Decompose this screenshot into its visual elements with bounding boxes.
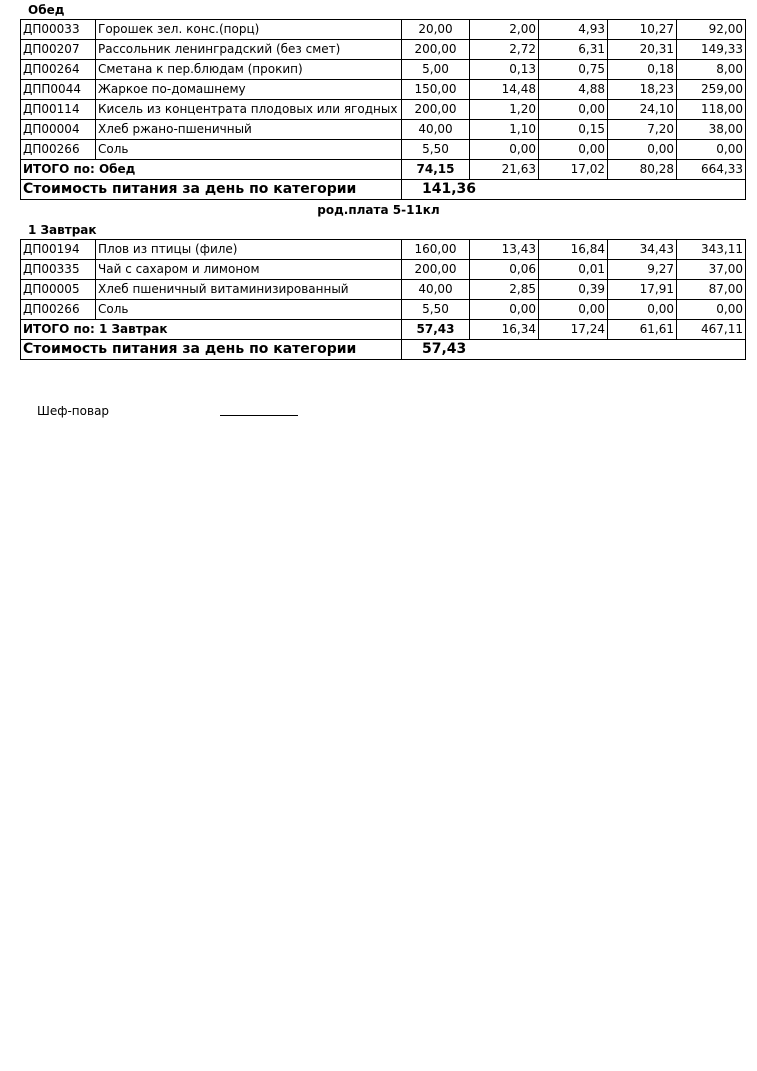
item-fats: 0,75: [539, 60, 608, 80]
total-proteins: 16,34: [470, 320, 539, 340]
item-carbs: 0,00: [608, 300, 677, 320]
item-fats: 16,84: [539, 240, 608, 260]
item-weight: 160,00: [402, 240, 470, 260]
table-row: [21, 240, 746, 260]
item-proteins: 1,20: [470, 100, 539, 120]
item-name: Чай с сахаром и лимоном: [96, 260, 402, 280]
item-proteins: 1,10: [470, 120, 539, 140]
total-label: ИТОГО по: Обед: [21, 160, 402, 180]
cost-value: 57,43: [402, 340, 470, 360]
total-fats: 17,24: [539, 320, 608, 340]
item-proteins: 2,85: [470, 280, 539, 300]
item-carbs: 0,18: [608, 60, 677, 80]
total-calories: 467,11: [677, 320, 746, 340]
item-carbs: 7,20: [608, 120, 677, 140]
item-fats: 0,39: [539, 280, 608, 300]
item-code: ДП00114: [21, 100, 96, 120]
item-fats: 0,01: [539, 260, 608, 280]
table-row: [21, 300, 746, 320]
item-code: ДП00266: [21, 300, 96, 320]
item-proteins: 0,00: [470, 140, 539, 160]
item-fats: 4,88: [539, 80, 608, 100]
item-fats: 6,31: [539, 40, 608, 60]
item-name: Горошек зел. конс.(порц): [96, 20, 402, 40]
table-row: [21, 120, 746, 140]
total-proteins: 21,63: [470, 160, 539, 180]
item-code: ДПП0044: [21, 80, 96, 100]
table-row: [21, 40, 746, 60]
item-name: Кисель из концентрата плодовых или ягодных: [96, 100, 402, 120]
total-row: [21, 160, 746, 180]
item-code: ДП00264: [21, 60, 96, 80]
item-fats: 0,00: [539, 300, 608, 320]
total-weight: 57,43: [402, 320, 470, 340]
item-proteins: 0,13: [470, 60, 539, 80]
cost-blank: [470, 340, 539, 360]
item-carbs: 34,43: [608, 240, 677, 260]
item-weight: 150,00: [402, 80, 470, 100]
signature-label: Шеф-повар: [37, 404, 110, 418]
cost-label: Стоимость питания за день по категории: [21, 340, 402, 360]
item-name: Хлеб пшеничный витаминизированный: [96, 280, 402, 300]
category-title: род.плата 5-11кл: [317, 203, 440, 217]
cost-blank: [539, 340, 608, 360]
table-row: [21, 100, 746, 120]
breakfast-section-title: 1 Завтрак: [28, 223, 97, 237]
cost-blank: [677, 180, 746, 200]
cost-blank: [470, 180, 539, 200]
item-weight: 5,50: [402, 140, 470, 160]
item-weight: 40,00: [402, 280, 470, 300]
item-weight: 5,50: [402, 300, 470, 320]
item-name: Сметана к пер.блюдам (прокип): [96, 60, 402, 80]
item-code: ДП00266: [21, 140, 96, 160]
item-weight: 20,00: [402, 20, 470, 40]
table-row: [21, 80, 746, 100]
item-fats: 4,93: [539, 20, 608, 40]
table-row: [21, 280, 746, 300]
item-carbs: 20,31: [608, 40, 677, 60]
item-name: Соль: [96, 140, 402, 160]
total-carbs: 80,28: [608, 160, 677, 180]
item-name: Рассольник ленинградский (без смет): [96, 40, 402, 60]
cost-row: [21, 340, 746, 360]
item-weight: 200,00: [402, 40, 470, 60]
item-proteins: 14,48: [470, 80, 539, 100]
item-weight: 200,00: [402, 260, 470, 280]
item-calories: 8,00: [677, 60, 746, 80]
total-row: [21, 320, 746, 340]
item-calories: 38,00: [677, 120, 746, 140]
item-fats: 0,00: [539, 100, 608, 120]
item-code: ДП00335: [21, 260, 96, 280]
total-carbs: 61,61: [608, 320, 677, 340]
item-code: ДП00033: [21, 20, 96, 40]
item-calories: 87,00: [677, 280, 746, 300]
table-row: [21, 20, 746, 40]
item-carbs: 18,23: [608, 80, 677, 100]
item-weight: 40,00: [402, 120, 470, 140]
item-code: ДП00004: [21, 120, 96, 140]
total-fats: 17,02: [539, 160, 608, 180]
total-calories: 664,33: [677, 160, 746, 180]
signature-line: [220, 415, 298, 416]
item-code: ДП00005: [21, 280, 96, 300]
cost-label: Стоимость питания за день по категории: [21, 180, 402, 200]
cost-blank: [539, 180, 608, 200]
item-code: ДП00207: [21, 40, 96, 60]
item-carbs: 17,91: [608, 280, 677, 300]
item-name: Жаркое по-домашнему: [96, 80, 402, 100]
cost-blank: [608, 180, 677, 200]
table-row: [21, 60, 746, 80]
item-fats: 0,15: [539, 120, 608, 140]
item-weight: 200,00: [402, 100, 470, 120]
item-calories: 343,11: [677, 240, 746, 260]
item-calories: 37,00: [677, 260, 746, 280]
item-name: Плов из птицы (филе): [96, 240, 402, 260]
item-fats: 0,00: [539, 140, 608, 160]
item-proteins: 0,00: [470, 300, 539, 320]
item-carbs: 0,00: [608, 140, 677, 160]
cost-blank: [608, 340, 677, 360]
total-label: ИТОГО по: 1 Завтрак: [21, 320, 402, 340]
item-calories: 259,00: [677, 80, 746, 100]
item-carbs: 10,27: [608, 20, 677, 40]
lunch-section-title: Обед: [28, 3, 65, 17]
cost-blank: [677, 340, 746, 360]
item-carbs: 9,27: [608, 260, 677, 280]
item-proteins: 2,72: [470, 40, 539, 60]
item-proteins: 13,43: [470, 240, 539, 260]
item-proteins: 2,00: [470, 20, 539, 40]
item-calories: 0,00: [677, 140, 746, 160]
item-calories: 118,00: [677, 100, 746, 120]
item-name: Хлеб ржано-пшеничный: [96, 120, 402, 140]
item-calories: 149,33: [677, 40, 746, 60]
item-name: Соль: [96, 300, 402, 320]
total-weight: 74,15: [402, 160, 470, 180]
breakfast-table: [20, 239, 746, 360]
table-row: [21, 140, 746, 160]
lunch-table: [20, 19, 746, 200]
item-weight: 5,00: [402, 60, 470, 80]
item-proteins: 0,06: [470, 260, 539, 280]
cost-row: [21, 180, 746, 200]
item-carbs: 24,10: [608, 100, 677, 120]
item-code: ДП00194: [21, 240, 96, 260]
item-calories: 92,00: [677, 20, 746, 40]
table-row: [21, 260, 746, 280]
cost-value: 141,36: [402, 180, 470, 200]
item-calories: 0,00: [677, 300, 746, 320]
